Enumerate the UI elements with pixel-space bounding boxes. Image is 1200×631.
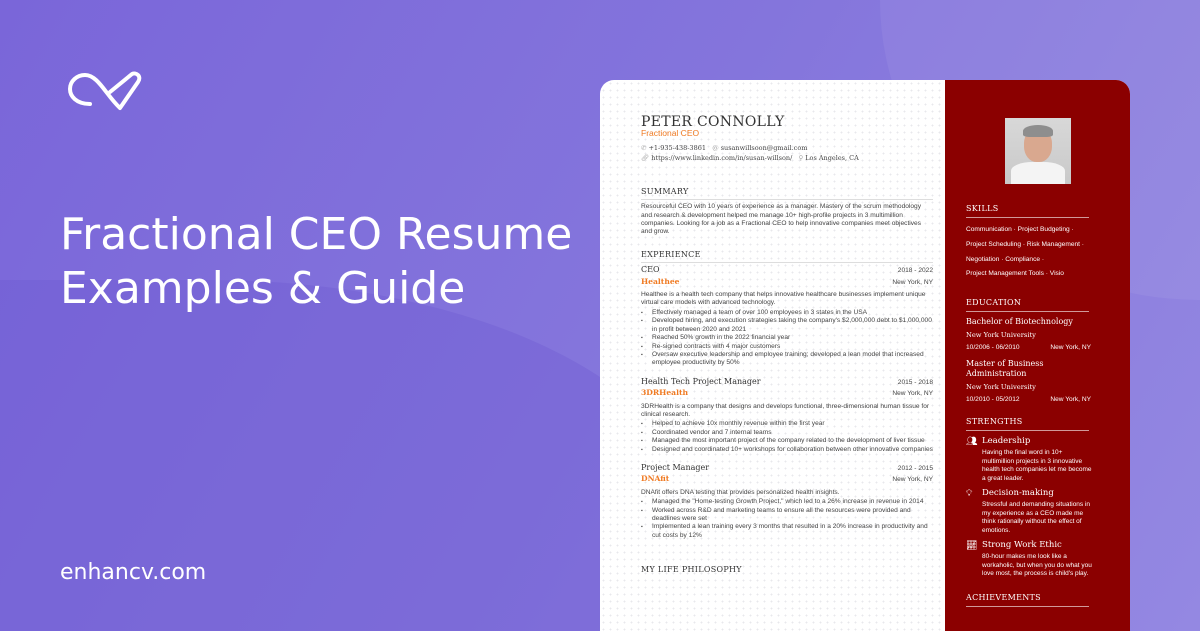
email: susanwillsoon@gmail.com	[720, 143, 808, 152]
skill-line: Project Scheduling · Risk Management ·	[966, 240, 1085, 248]
job-location: New York, NY	[892, 476, 933, 484]
company-name: 3DRHealth	[641, 388, 689, 398]
strength-item	[966, 488, 1110, 535]
strength-text: Having the final word in 10+ multimillion projects in 3 innovative health tech companies let me become a great leader.	[982, 449, 1092, 482]
education-item	[966, 359, 1091, 403]
experience-bullet: ▪ Implemented a lean training every 3 months that resulted in a 20% increase in productivity and cut costs by 12%	[641, 523, 933, 540]
education-dates: 10/2010 - 05/2012	[966, 396, 1020, 404]
experience-heading: EXPERIENCE	[641, 251, 933, 263]
enhancv-logo	[68, 70, 146, 112]
phone-icon: ✆	[641, 143, 647, 152]
strength-text: Stressful and demanding situations in my experience as a CEO made me think rationally without the effect of emotions.	[982, 501, 1091, 534]
strengths-heading: STRENGTHS	[966, 417, 1089, 431]
experience-bullet: ▪ Reached 50% growth in the 2022 financial year	[641, 334, 933, 342]
profile-photo	[1005, 118, 1071, 184]
company-description: Healthee is a health tech company that helps innovative healthcare businesses implement unique virtual care models with advanced technology.	[641, 291, 926, 307]
resume-title: Fractional CEO	[641, 128, 700, 139]
school: New York University	[966, 331, 1036, 340]
job-role: Health Tech Project Manager	[641, 376, 761, 386]
experience-item	[641, 266, 933, 367]
page-title: Fractional CEO Resume Examples & Guide	[60, 209, 573, 314]
skill-line: Project Management Tools · Visio	[966, 270, 1064, 278]
education-item	[966, 317, 1091, 351]
degree: Bachelor of Biotechnology	[966, 317, 1073, 327]
experience-item	[641, 378, 933, 454]
education-dates: 10/2006 - 06/2010	[966, 344, 1020, 352]
resume-main-column	[600, 80, 945, 631]
education-heading: EDUCATION	[966, 298, 1089, 312]
location: Los Angeles, CA	[805, 154, 859, 163]
users-icon: 👥︎	[966, 436, 978, 447]
education-location: New York, NY	[1050, 344, 1091, 352]
summary-text: Resourceful CEO with 10 years of experience as a manager. Mastery of the scrum methodology and research & development helped me manage 10+ high-profile projects in 3 multimillion companies. Looking for a job as a Fractional CEO to help innovative companies meet objectives and grow.	[641, 203, 922, 236]
chart-line-icon: 📈︎	[966, 540, 978, 551]
link-icon: 🔗︎	[641, 154, 650, 163]
phone: +1-935-438-3861	[648, 143, 706, 152]
skill-line: Communication · Project Budgeting ·	[966, 226, 1074, 233]
company-name: Healthee	[641, 276, 680, 286]
summary-heading: SUMMARY	[641, 188, 933, 200]
experience-bullet: ▪ Managed the "Home-testing Growth Project," which led to a 26% increase in revenue in 2014	[641, 498, 933, 506]
company-name: DNAfit	[641, 474, 670, 484]
linkedin: https://www.linkedin.com/in/susan-willson/	[651, 154, 793, 163]
experience-bullet: ▪ Managed the most important project of the company related to the development of liver tissue	[641, 437, 933, 445]
skill-line: Negotiation · Compliance ·	[966, 255, 1045, 263]
site-link[interactable]: enhancv.com	[60, 560, 207, 585]
job-location: New York, NY	[892, 390, 933, 398]
achievements-heading: ACHIEVEMENTS	[966, 593, 1089, 607]
experience-bullet: ▪ Coordinated vendor and 7 internal teams	[641, 429, 933, 437]
job-dates: 2018 - 2022	[897, 267, 933, 275]
email-icon: @	[712, 143, 719, 152]
job-dates: 2015 - 2018	[897, 378, 933, 386]
company-description: DNAfit offers DNA testing that provides personalized health insights.	[641, 488, 840, 496]
strength-item	[966, 436, 1110, 483]
education-location: New York, NY	[1050, 396, 1091, 404]
resume-name: PETER CONNOLLY	[641, 114, 785, 130]
resume-preview	[600, 80, 1130, 631]
school: New York University	[966, 383, 1036, 392]
job-role: CEO	[641, 265, 660, 275]
skills-heading: SKILLS	[966, 204, 1089, 218]
experience-bullet: ▪ Oversaw executive leadership and employee training; developed a lean model that increased employee productivity by 50%	[641, 351, 933, 368]
experience-bullet: ▪ Designed and coordinated 10+ workshops for collaboration between other innovative companies	[641, 446, 933, 454]
company-description: 3DRHealth is a company that designs and develops functional, three-dimensional human tissue for clinical research.	[641, 402, 930, 418]
strength-title: Decision-making	[982, 488, 1054, 499]
job-role: Project Manager	[641, 462, 710, 472]
job-location: New York, NY	[892, 278, 933, 286]
experience-item	[641, 464, 933, 540]
strength-title: Leadership	[982, 436, 1031, 447]
experience-bullet: ▪ Helped to achieve 10x monthly revenue within the first year	[641, 420, 933, 428]
strength-title: Strong Work Ethic	[982, 540, 1062, 551]
contact-info	[641, 143, 933, 164]
degree: Master of Business Administration	[966, 359, 1044, 379]
strength-item	[966, 540, 1110, 579]
resume-sidebar	[945, 80, 1130, 631]
experience-bullet: ▪ Re-signed contracts with 4 major customers	[641, 343, 933, 351]
experience-bullet: ▪ Worked across R&D and marketing teams to ensure all the resources were provided and deadlines were set	[641, 507, 933, 524]
location-icon: ⚲	[798, 154, 804, 163]
strength-text: 80-hour makes me look like a workaholic, but when you do what you love most, the process is child's play.	[982, 553, 1092, 578]
lightbulb-icon: 💡︎	[966, 488, 973, 499]
philosophy-heading: MY LIFE PHILOSOPHY	[641, 565, 742, 575]
experience-bullet: ▪ Effectively managed a team of over 100 employees in 3 states in the USA	[641, 309, 933, 317]
experience-bullet: ▪ Developed hiring, and execution strategies taking the company's $2,000,000 debt to $1,000,000 in profit between 2020 and 2021	[641, 317, 933, 334]
job-dates: 2012 - 2015	[897, 464, 933, 472]
